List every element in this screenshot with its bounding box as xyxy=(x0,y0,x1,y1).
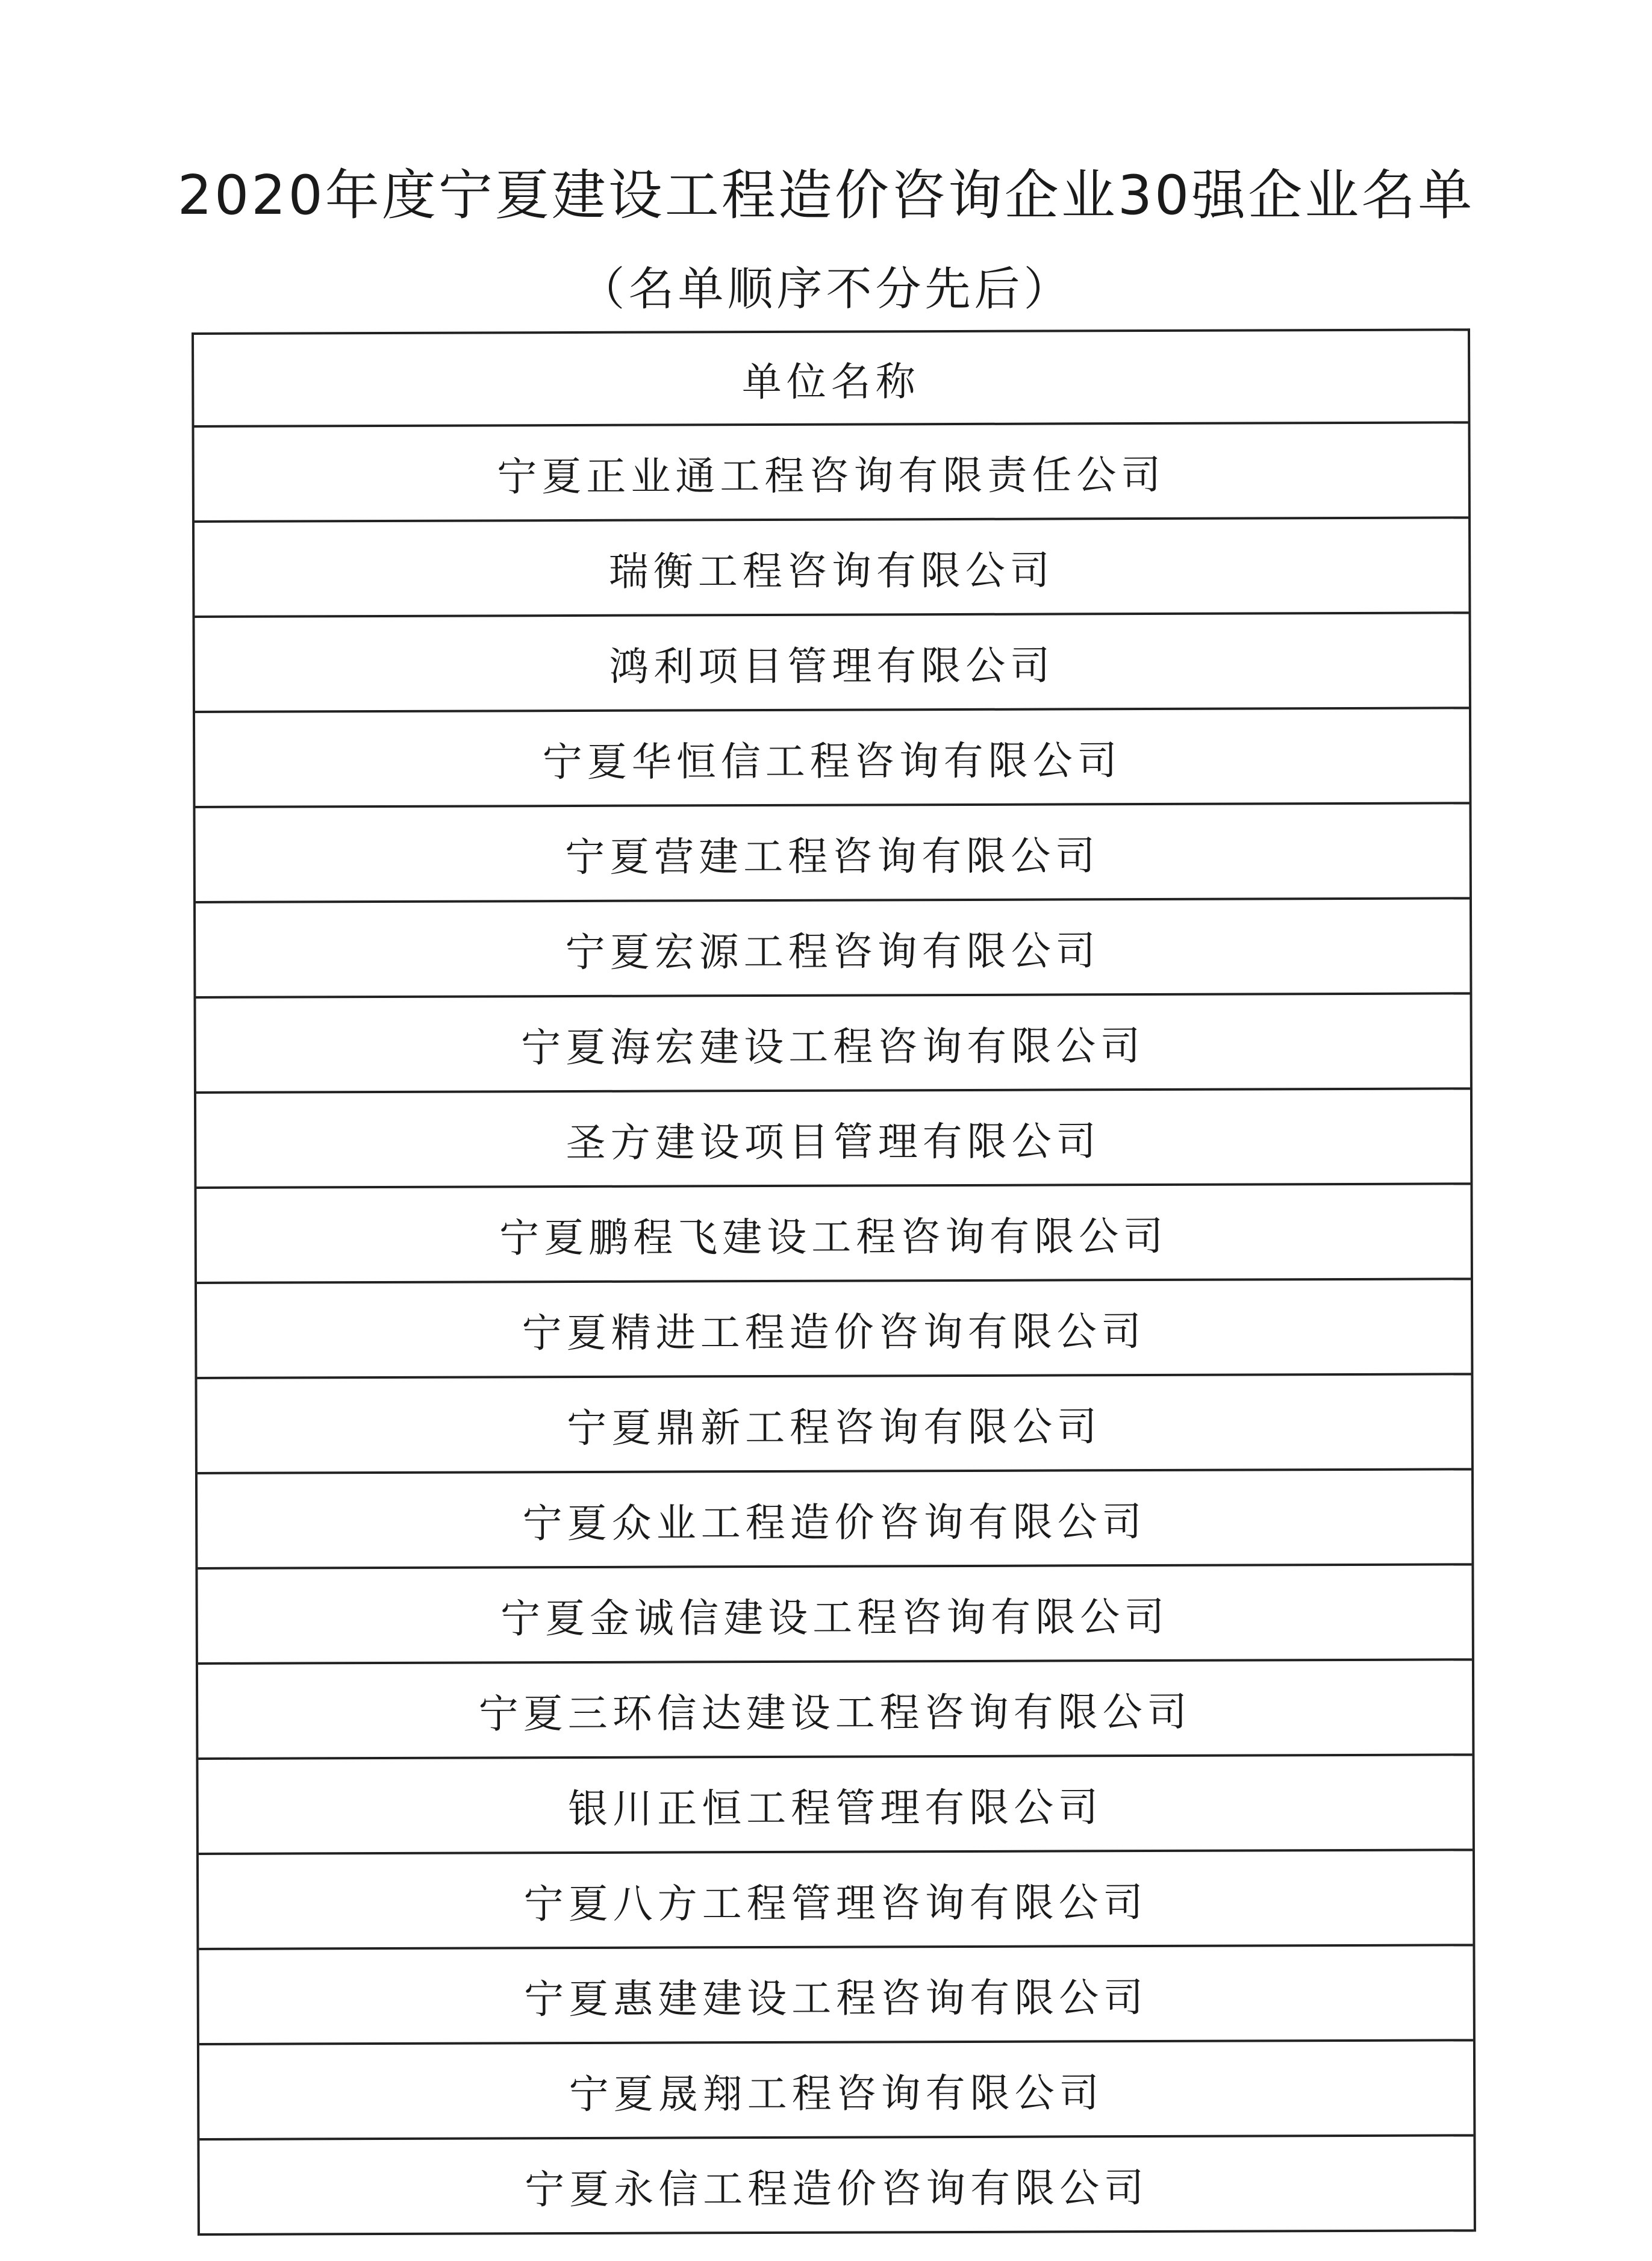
table-row xyxy=(196,1090,1470,1189)
table-row xyxy=(194,423,1468,523)
table-row xyxy=(199,1851,1473,1950)
company-name: 宁夏精进工程造价咨询有限公司 xyxy=(522,1308,1146,1356)
table-row xyxy=(195,519,1468,618)
company-name: 瑞衡工程咨询有限公司 xyxy=(608,547,1055,595)
company-name: 银川正恒工程管理有限公司 xyxy=(568,1783,1103,1832)
document-title: 2020年度宁夏建设工程造价咨询企业30强企业名单 xyxy=(177,164,1475,227)
table-row xyxy=(198,1565,1471,1665)
company-name: 宁夏八方工程管理咨询有限公司 xyxy=(523,1879,1148,1927)
table-row xyxy=(197,1280,1471,1379)
company-name: 鸿利项目管理有限公司 xyxy=(609,642,1055,690)
company-name: 宁夏三环信达建设工程咨询有限公司 xyxy=(478,1688,1192,1738)
company-name: 宁夏惠建建设工程咨询有限公司 xyxy=(524,1974,1149,2022)
table-row xyxy=(198,1470,1471,1570)
company-name: 宁夏正业通工程咨询有限责任公司 xyxy=(497,451,1166,500)
table-row xyxy=(199,2041,1473,2141)
table-row xyxy=(196,899,1470,999)
company-name: 宁夏金诚信建设工程咨询有限公司 xyxy=(500,1593,1170,1642)
table-row xyxy=(195,709,1469,808)
table-row xyxy=(199,2136,1473,2236)
table-row xyxy=(198,1756,1472,1855)
table-row xyxy=(196,1185,1470,1284)
table-row xyxy=(197,1375,1471,1474)
company-name: 宁夏永信工程造价咨询有限公司 xyxy=(525,2164,1149,2213)
table-row xyxy=(195,804,1469,903)
company-name: 宁夏宏源工程咨询有限公司 xyxy=(565,927,1100,976)
table-row xyxy=(195,614,1468,713)
company-name: 宁夏华恒信工程咨询有限公司 xyxy=(542,737,1122,785)
company-name: 宁夏众业工程造价咨询有限公司 xyxy=(522,1498,1147,1547)
table-header-label: 单位名称 xyxy=(741,358,920,405)
company-name: 宁夏晟翔工程咨询有限公司 xyxy=(569,2069,1104,2118)
table-row xyxy=(196,994,1470,1094)
company-name: 宁夏鼎新工程咨询有限公司 xyxy=(567,1403,1102,1452)
company-name: 宁夏鹏程飞建设工程咨询有限公司 xyxy=(499,1212,1168,1261)
document-subtitle: （名单顺序不分先后） xyxy=(579,262,1073,316)
table-header xyxy=(194,331,1468,428)
table-row xyxy=(198,1661,1472,1760)
company-name: 圣方建设项目管理有限公司 xyxy=(566,1117,1101,1166)
company-name: 宁夏海宏建设工程咨询有限公司 xyxy=(521,1022,1145,1071)
table-row xyxy=(199,1946,1473,2045)
company-name: 宁夏营建工程咨询有限公司 xyxy=(565,832,1100,881)
company-table xyxy=(192,328,1476,2236)
